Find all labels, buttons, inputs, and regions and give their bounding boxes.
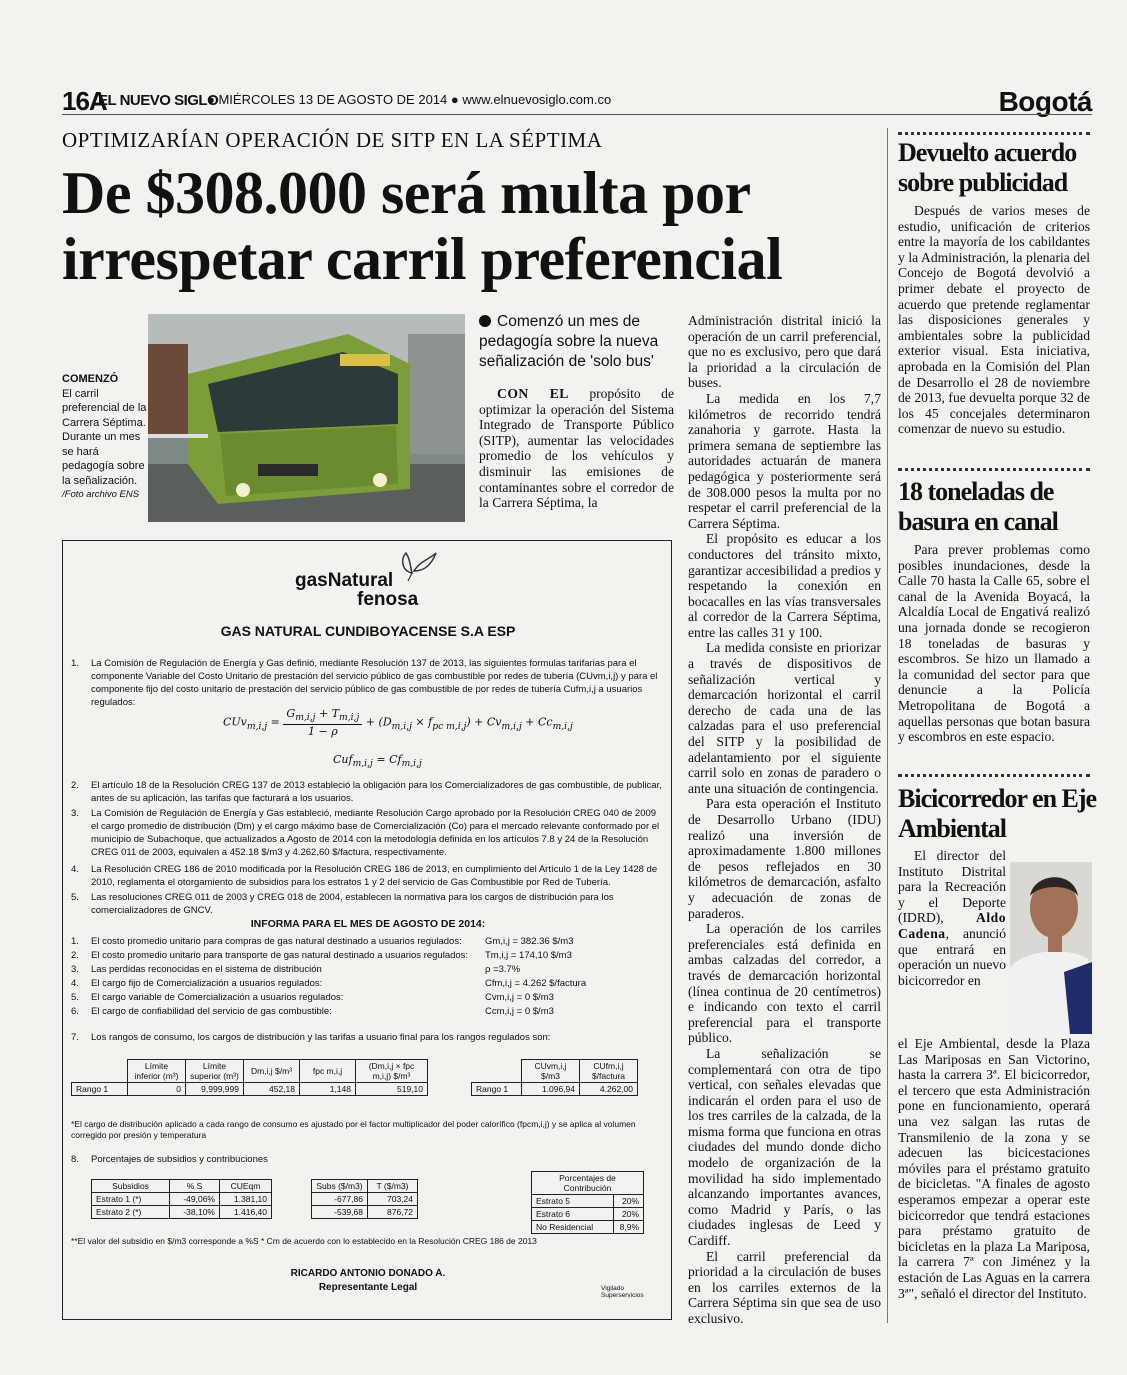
paragraph: Administración distrital inició la operación de un carril preferencial, que no es exclusivo, pero que dará la prioridad a la circulación de buses. [688, 313, 881, 391]
article-column-2 [688, 313, 881, 1327]
supervision-mark: Vigilado Superservicios [601, 1285, 644, 1299]
signer-role: Representante Legal [318, 1282, 418, 1293]
story-body-continued: el Eje Ambiental, desde la Plaza Las Mariposas en San Victorino, hasta la carrera 3ª. El bicicorredor, el tercero que esta Administración pone en funcionamiento, operará una vez salgan las rutas de Transmilenio de la zona y se adecuen las bicicestaciones móviles para el préstamo gratuito de bicicletas. "A finales de agosto esperamos empezar a operar este bicicorredor que tendrá estaciones para préstamo gratuito de bicicletas en la plaza La Mariposa, la carrera 7ª con Jiménez y la estación de Las Aguas en la carrera 3ª", señaló el director del Instituto. [898, 1036, 1090, 1301]
logo-line-1: gasNatural [295, 570, 394, 591]
article-subhead [479, 312, 679, 372]
formula-fixed: $Cuf_{m,i,j} = Cf_{m,i,j}$ [333, 753, 422, 770]
footnote: *El cargo de distribución aplicado a cada rango de consumo es ajustado por el factor multiplicador del poder calorífico (fpcm,i,j) y se aplica al volumen corregido por presión y temperatura [71, 1119, 636, 1140]
subhead-text: Comenzó un mes de pedagogía sobre la nueva señalización de 'solo bus' [479, 313, 659, 370]
article-kicker: OPTIMIZARÍAN OPERACIÓN DE SITP EN LA SÉPTIMA [62, 128, 603, 152]
butterfly-icon [398, 549, 438, 583]
paragraph: La señalización se complementará con otra de tipo vertical, con señales elevadas que indicarán el orden para el uso de los tres carriles de la calzada, de la misma forma que funciona en otras ciudades del mundo donde dicho modelo de organización de la movilidad ha sido implementado alcanzando importantes avances, como Madrid y París, o las ciudades inglesas de Leed y Cardiff. [688, 1045, 881, 1249]
range-table: Límite inferior (m³) Límite superior (m³) Dm,i,j $/m³ fpc m,i,j (Dm,i,j × fpc m,i,j) $/m³ Rango 1 0 9,999,999 452,18 1,148 519,10 [71, 1059, 428, 1096]
notice-item: 5. Las resoluciones CREG 011 de 2003 y CREG 018 de 2004, establecen la normativa para los cargos de distribución para los comercializadores de GNCV. [71, 892, 614, 916]
notice-item: 3. La Comisión de Regulación de Energía y Gas estableció, mediante Resolución Cargo aprobado por la Resolución CREG 040 de 2009 el cargo promedio de distribución (Dm) y el cargo máximo base de Comercialización (Co) para el mercado relevante conformado por el municipio de Subachoque, que actualizados a Agosto de 2014 con la metodología definida en los artículos 7.8 y 24 de la Resolución CREG 011 de 2003, equivalen a 452.18 $/m3 y 4.262,60 $/factura, respectivamente. [71, 808, 660, 858]
notice-item: 7. Los rangos de consumo, los cargos de distribución y las tarifas a usuario final para los rangos regulados son: [71, 1032, 551, 1043]
sidebar-rule [887, 128, 888, 1323]
photo-caption-title: COMENZÓ [62, 373, 119, 385]
lead-in: CON EL [497, 386, 569, 401]
formula-main: CUv$_{m,i,j}$ = $\frac{G_{m,i,j} + T_{m,i,j}}{1 - \rho}$ + $(D_{m,i,j} \times f_{pc m,i,j}) + Cv_{m,i,j} + Cc_{m,i,j}$ [223, 707, 573, 739]
masthead-rule [62, 114, 1092, 115]
article-headline: De $308.000 será multa por irrespetar carril preferencial [62, 160, 783, 292]
story-body: El director del Instituto Distrital para la Recreación y el Deporte (IDRD), Aldo Cadena, anunció que entrará en operación un nuevo bicicorredor en [898, 848, 1006, 988]
dotted-rule [898, 468, 1090, 471]
notice-title: GAS NATURAL CUNDIBOYACENSE S.A ESP [220, 623, 516, 639]
signature-block [63, 1267, 673, 1295]
photo-caption [62, 372, 150, 503]
subs-table: Subs ($/m3) T ($/m3) -677,86 703,24 -539,68 876,72 [311, 1179, 418, 1219]
story-title: Devuelto acuerdo sobre publicidad [898, 138, 1077, 197]
subsidy-table: Subsidios % S CUEqm Estrato 1 (*) -49,06% 1.381,10 Estrato 2 (*) -38,10% 1.416,40 [91, 1179, 272, 1219]
story-body: Después de varios meses de estudio, unificación de criterios entre la mayoría de los cabildantes y la Administración, la plenaria del Concejo de Bogotá devolvió a primer debate el proyecto de acuerdo que pretende reglamentar las disposiciones generales y ambientales sobre la publicidad exterior visual. Esta iniciativa, aprobada en la Comisión del Plan de Desarrollo el 28 de noviembre de 2013, fue devuelta porque 32 de los 45 concejales determinaron comenzar de nuevo su estudio. [898, 203, 1090, 437]
inform-title: INFORMA PARA EL MES DE AGOSTO DE 2014: [250, 918, 486, 930]
paragraph: La medida consiste en priorizar a través de dispositivos de señalización vertical y demarcación horizontal el carril derecho de cada una de las calzadas para el uso preferencial del SITP y la posibilidad de adelantamiento por el siguiente carril solo en zonas de paradero o ante una situación de contingencia. [688, 640, 881, 796]
notice-item: 2. El artículo 18 de la Resolución CREG 137 de 2013 estableció la obligación para los Comercializadores de gas combustible, de publicar, antes de su aplicación, las tarifas que facturará a los usuarios. [71, 780, 662, 804]
article-column-1 [479, 386, 674, 511]
dotted-rule [898, 774, 1090, 777]
contribution-table: Porcentajes de Contribución Estrato 5 20% Estrato 6 20% No Residencial 8,9% [531, 1171, 644, 1234]
footnote: **El valor del subsidio en $/m3 corresponde a %S * Cm de acuerdo con lo establecido en la Resolución CREG 186 de 2013 [71, 1236, 537, 1246]
story-body: Para prever problemas como posibles inundaciones, desde la Calle 70 hasta la Calle 65, sobre el canal de la Avenida Boyacá, la Alcaldía Local de Engativá realizó una jornada donde se recogieron 18 toneladas de basuras y escombros. Se hizo un llamado a la comunidad del sector para que denuncie a la Policía Metropolitana de Bogotá a aquellas personas que botan basura y escombros en este espacio. [898, 542, 1090, 745]
tariff-table: CUvm,i,j $/m3 CUfm,i,j $/factura Rango 1 1.096,94 4.262,00 [471, 1059, 638, 1096]
notice-item: 8. Porcentajes de subsidios y contribuciones [71, 1154, 268, 1165]
bus-photo [148, 314, 465, 522]
story-title: 18 toneladas de basura en canal [898, 477, 1058, 536]
dateline: ● MIÉRCOLES 13 DE AGOSTO DE 2014 ● www.elnuevosiglo.com.co [207, 92, 612, 107]
portrait-illustration [1010, 862, 1092, 1034]
dotted-rule [898, 132, 1090, 135]
gas-natural-notice: gasNatural fenosa GAS NATURAL CUNDIBOYACENSE S.A ESP 1. La Comisión de Regulación de Energía y Gas definió, mediante Resolución 137 de 2013, las siguientes formulas tarifarias para el componente Variable del Costo Unitario de prestación del servicio público de gas combustible por redes de tubería (CUvm,i,j) y para el componente fijo del costo unitario de prestación del servicio público de gas combustible de por redes de tubería Cufm,i,j a usuarios regulados: CUv$_{m,i,j}$ = $\frac{G_{m,i,j} + T_{m,i,j}}{1 - \rho}$ + $(D_{m,i,j} \times f_{pc m,i,j}) + Cv_{m,i,j} + Cc_{m,i,j}$ $Cuf_{m,i,j} = Cf_{m,i,j}$ 2. El artículo 18 de la Resolución CREG 137 de 2013 estableció la obligación para los Comercializadores de gas combustible, de publicar, antes de su aplicación, las tarifas que facturará a los usuarios. 3. La Comisión de Regulación de Energía y Gas estableció, mediante Resolución Cargo aprobado por la Resolución CREG 040 de 2009 el cargo promedio de distribución (Dm) y el cargo máximo base de Comercialización (Co) para el mercado relevante conformado por el municipio de Subachoque, que actualizados a Agosto de 2014 con la metodología definida en los artículos 7.8 y 24 de la Resolución CREG 011 de 2003, equivalen a 452.18 $/m3 y 4.262,60 $/factura, respectivamente. 4. La Resolución CREG 186 de 2010 modificada por la Resolución CREG 186 de 2013, en cumplimiento del Artículo 1 de la Ley 1428 de 2010, reglamenta el otorgamiento de subsidios para los estratos 1 y 2 del servicio de Gas Combustible por Red de Tubería. 5. Las resoluciones CREG 011 de 2003 y CREG 018 de 2004, establecen la normativa para los cargos de distribución para los comercializadores de GNCV. INFORMA PARA EL MES DE AGOSTO DE 2014: 1. El costo promedio unitario para compras de gas natural destinado a usuarios regulados: Gm,i,j = 382.36 $/m3 2. El costo promedio unitario para transporte de gas natural destinado a usuarios regulados: Tm,i,j = 174,10 $/m3 3. Las perdidas reconocidas en el sistema de distribución ρ =3.7% 4. El cargo fijo de Comercialización a usuarios regulados: Cfm,i,j = 4.262 $/factura 5. El cargo variable de Comercialización a usuarios regulados: Cvm,i,j = 0 $/m3 6. El cargo de confiabilidad del servicio de gas combustible: Ccm,i,j = 0 $/m3 7. Los rangos de consumo, los cargos de distribución y las tarifas a usuario final para los rangos regulados son: Límite inferior (m³) Límite superior (m³) Dm,i,j $/m³ fpc m,i,j (Dm,i,j × fpc m,i,j) $/m³ Rango 1 0 9,999,999 452,18 1,148 519,10 CUvm,i,j $/m3 CUfm,i,j $/factura Rango 1 1.096,94 4.262,00 *El cargo de distribución aplicado a cada rango de consumo es ajustado por el factor multiplicador del poder calorífico (fpcm,i,j) y se aplica al volumen corregido por presión y temperatura 8. Porcentajes de subsidios y contribuciones Subsidios % S CUEqm Estrato 1 (*) -49,06% 1.381,10 Estrato 2 (*) -38,10% 1.416,40 Subs ($/m3) T ($/m3) -677,86 703,24 -539,68 876,72 Porcentajes de Contribución Estrato 5 20% Estrato 6 20% No Residencial 8,9% **El valor del subsidio en $/m3 corresponde a %S * Cm de acuerdo con lo establecido en la Resolución CREG 186 de 2013 RICARDO ANTONIO DONADO A. Representante Legal Vigilado Superservicios [62, 540, 672, 1320]
paragraph: El propósito es educar a los conductores del tránsito mixto, garantizar accesibilidad a predios y respetando la conexión en bocacalles en las vías transversales al corredor de la Carrera Séptima, entre las calles 31 y 100. [688, 531, 881, 640]
paragraph: La medida en los 7,7 kilómetros de recorrido tendrá zanahoria y garrote. Hasta la primera semana de septiembre las autoridades actuarán de manera pedagógica y posteriormente será de 308.000 pesos la multa por no respetar el carril preferencial de la Carrera Séptima. [688, 390, 881, 531]
masthead [62, 86, 1092, 116]
page-number: 16A [62, 86, 107, 116]
photo-credit: /Foto archivo ENS [62, 489, 140, 500]
notice-item: 4. La Resolución CREG 186 de 2010 modificada por la Resolución CREG 186 de 2013, en cumplimiento del Artículo 1 de la Ley 1428 de 2010, reglamenta el otorgamiento de subsidios para los estratos 1 y 2 del servicio de Gas Combustible por Red de Tubería. [71, 864, 658, 888]
bullet-icon [479, 315, 491, 327]
logo-line-2: fenosa [357, 589, 419, 610]
bus-illustration [148, 314, 465, 522]
director-portrait [1010, 862, 1092, 1034]
paragraph: El carril preferencial da prioridad a la circulación de buses en los carriles externos de la Carrera Séptima sin que sea de uso exclusivo. [688, 1248, 881, 1326]
paper-name: EL NUEVO SIGLO [98, 92, 219, 109]
section-tag: Bogotá [998, 86, 1092, 117]
column-1-text: propósito de optimizar la operación del Sistema Integrado de Transporte Público (SITP), aumentar las velocidades promedio de los vehículos y disminuir las emisiones de contaminantes sobre el corredor de la Carrera Séptima, la [479, 386, 674, 511]
story-title: Bicicorredor en Eje Ambiental [898, 784, 1097, 843]
signer-name: RICARDO ANTONIO DONADO A. [290, 1268, 446, 1279]
paragraph: La operación de los carriles preferenciales está definida en ambas calzadas del corredor, a través de demarcación horizontal (línea continua de 20 centímetros) e indicando con texto el carril preferencial para el transporte público. [688, 921, 881, 1046]
paragraph: Para esta operación el Instituto de Desarrollo Urbano (IDU) realizó una inversión de aproximadamente 1.800 millones de pesos reflejados en 30 kilómetros de demarcación, asfalto y adecuación de zonas de paraderos. [688, 796, 881, 921]
notice-item: 1. La Comisión de Regulación de Energía y Gas definió, mediante Resolución 137 de 2013, las siguientes formulas tarifarias para el componente Variable del Costo Unitario de prestación del servicio público de gas combustible por redes de tubería (CUvm,i,j) y para el componente fijo del costo unitario de prestación del servicio público de gas combustible de por redes de tubería Cufm,i,j a usuarios regulados: [71, 658, 658, 708]
photo-caption-text: El carril preferencial de la Carrera Séptima. Durante un mes se hará pedagogía sobre la señalización. [62, 387, 147, 487]
